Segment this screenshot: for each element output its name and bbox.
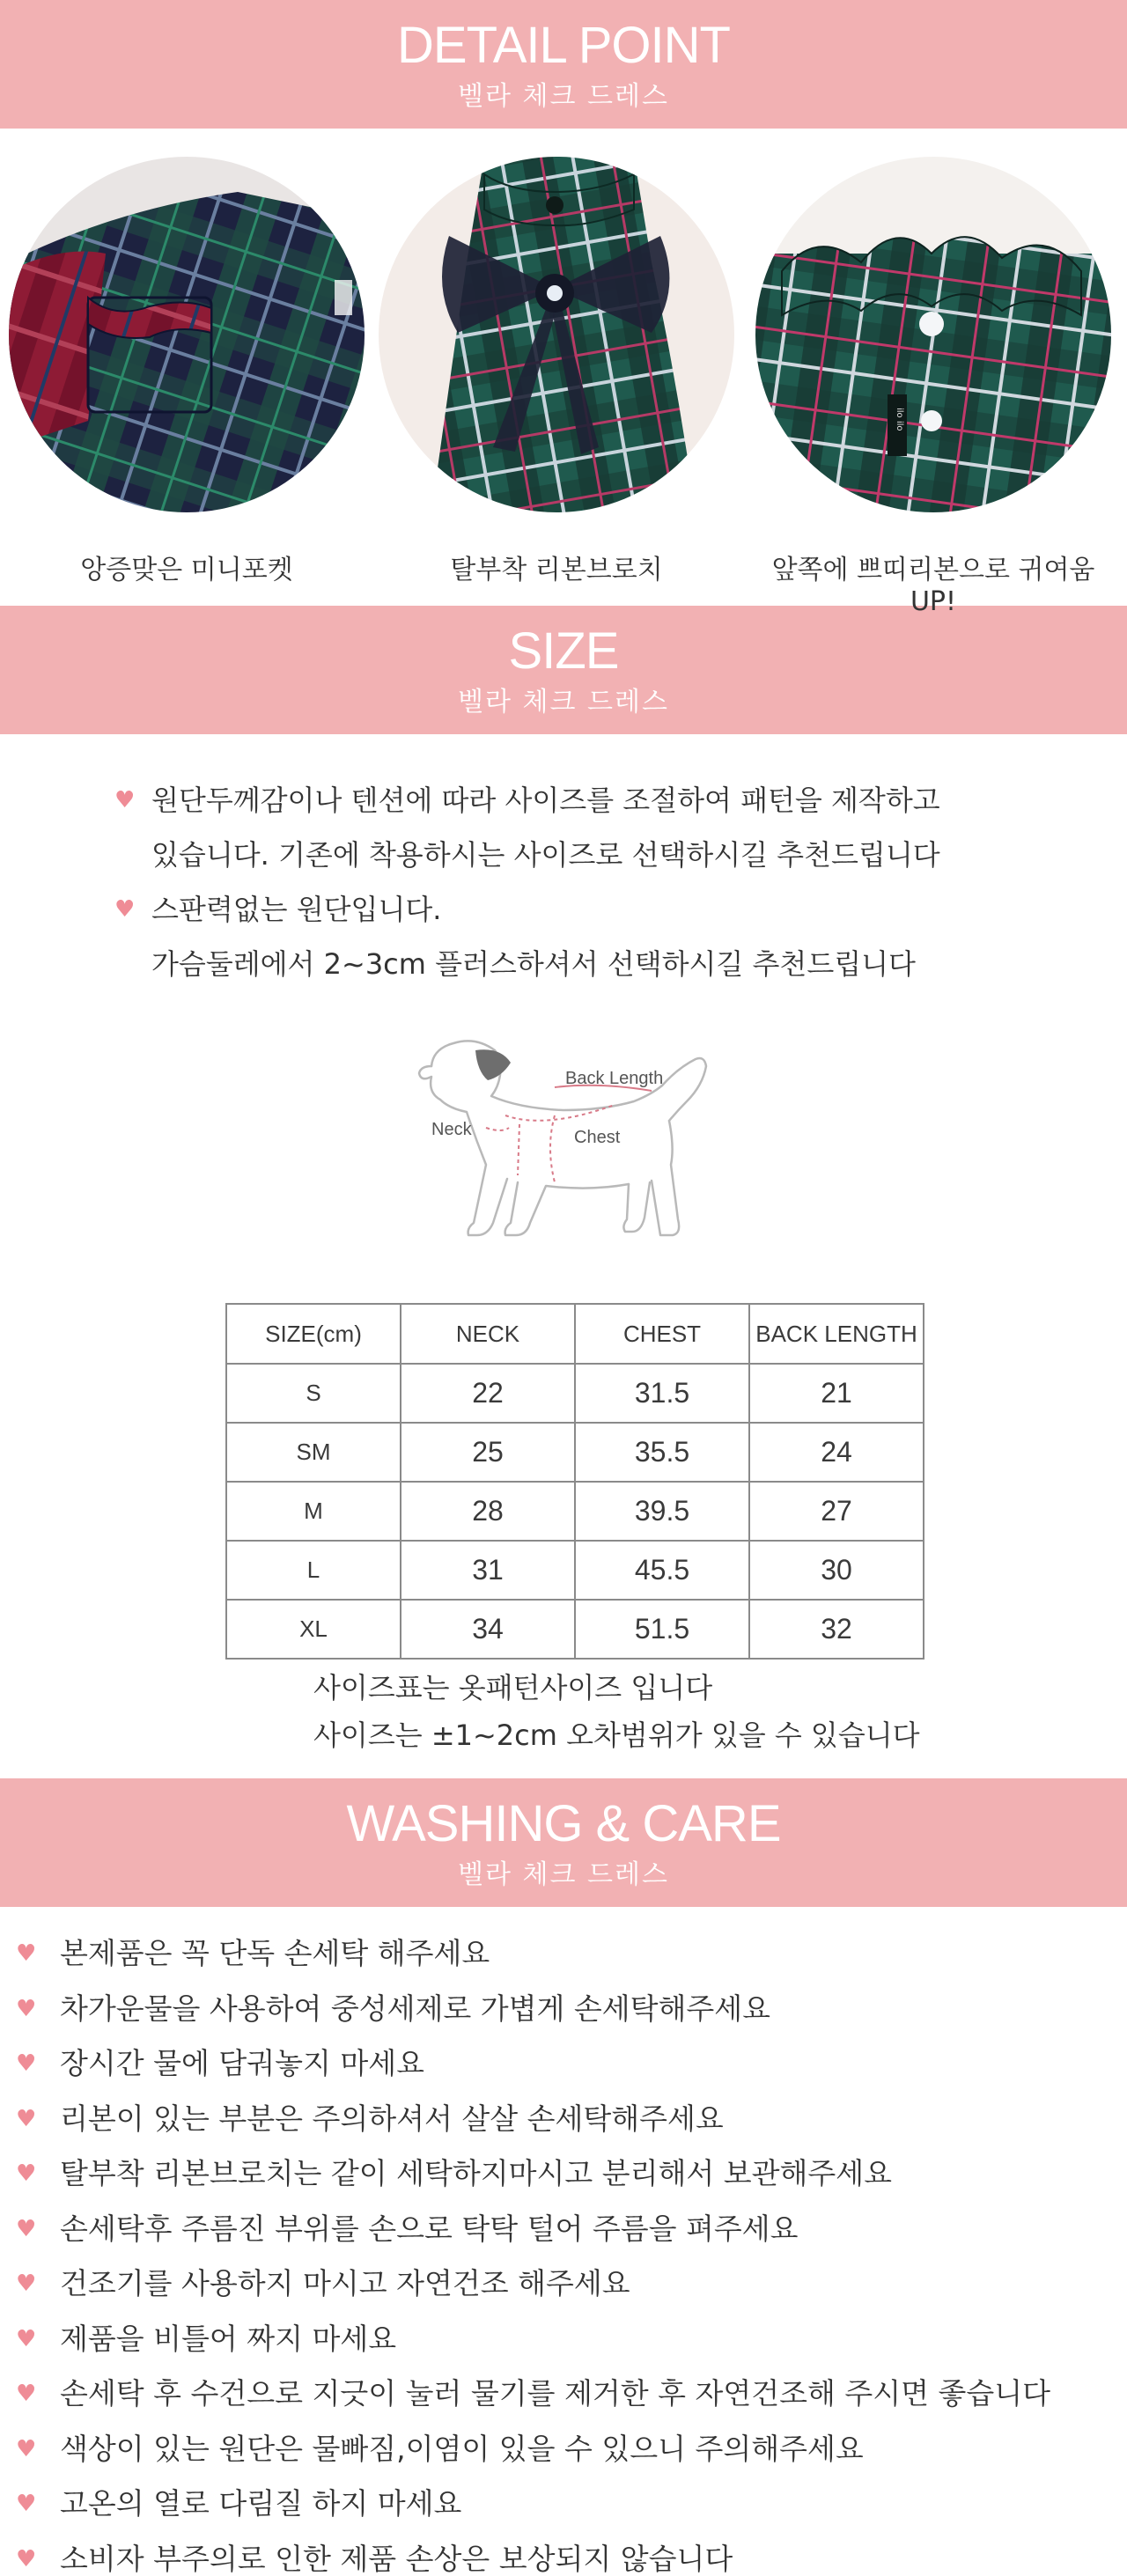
chest-label: Chest <box>574 1128 621 1147</box>
care-text: 건조기를 사용하지 마시고 자연건조 해주세요 <box>60 2266 630 2300</box>
heart-icon: ♥ <box>16 2325 37 2352</box>
cell-size: L <box>226 1541 401 1600</box>
cell-neck: 34 <box>401 1600 575 1659</box>
heart-icon: ♥ <box>16 2435 37 2462</box>
header-back-length: BACK LENGTH <box>749 1304 924 1364</box>
front-ribbons-photo <box>755 157 1111 512</box>
table-header-row <box>226 1304 924 1364</box>
heart-icon: ♥ <box>16 2545 37 2572</box>
cell-neck: 22 <box>401 1364 575 1423</box>
header-size: SIZE(cm) <box>226 1304 401 1364</box>
note-line <box>114 882 1127 937</box>
ribbon-photo <box>379 157 734 512</box>
heart-icon: ♥ <box>16 2050 37 2077</box>
table-note: 사이즈표는 옷패턴사이즈 입니다 <box>313 1671 713 1704</box>
note-line <box>114 773 1127 828</box>
care-text: 탈부착 리본브로치는 같이 세탁하지마시고 분리해서 보관해주세요 <box>60 2156 893 2190</box>
heart-icon: ♥ <box>114 896 136 923</box>
care-instructions <box>16 1926 1050 2576</box>
cell-back-length: 27 <box>749 1482 924 1541</box>
heart-icon: ♥ <box>16 1940 37 1967</box>
header-neck: NECK <box>401 1304 575 1364</box>
size-notes <box>0 734 1127 991</box>
detail-caption: 앙증맞은 미니포켓 <box>80 555 293 585</box>
heart-icon: ♥ <box>16 2160 37 2187</box>
note-text: 가슴둘레에서 2~3cm 플러스하셔서 선택하시길 추천드립니다 <box>151 947 916 981</box>
list-item <box>16 1982 1050 2037</box>
cell-size: SM <box>226 1423 401 1482</box>
back-length-label: Back Length <box>565 1069 664 1088</box>
cell-size: XL <box>226 1600 401 1659</box>
list-item <box>16 2092 1050 2147</box>
detail-item-ribbon <box>379 157 734 586</box>
neck-label: Neck <box>431 1120 472 1139</box>
size-subtitle: 벨라 체크 드레스 <box>458 687 669 718</box>
table-row <box>226 1423 924 1482</box>
list-item <box>16 2532 1050 2576</box>
table-note: 사이즈는 ±1~2cm 오차범위가 있을 수 있습니다 <box>313 1719 920 1752</box>
cell-back-length: 24 <box>749 1423 924 1482</box>
size-banner <box>0 606 1127 734</box>
cell-neck: 25 <box>401 1423 575 1482</box>
list-item <box>16 2422 1050 2477</box>
pocket-photo <box>9 157 365 512</box>
care-text: 차가운물을 사용하여 중성세제로 가볍게 손세탁해주세요 <box>60 1991 771 2026</box>
dog-measurement-diagram <box>414 1024 731 1270</box>
list-item <box>16 2312 1050 2367</box>
note-text: 원단두께감이나 텐션에 따라 사이즈를 조절하여 패턴을 제작하고 <box>151 784 940 817</box>
list-item <box>16 2477 1050 2532</box>
note-line <box>114 828 1127 882</box>
cell-size: M <box>226 1482 401 1541</box>
cell-back-length: 21 <box>749 1364 924 1423</box>
heart-icon: ♥ <box>16 2271 37 2297</box>
table-row <box>226 1364 924 1423</box>
care-text: 리본이 있는 부분은 주의하셔서 살살 손세탁해주세요 <box>60 2101 724 2136</box>
detail-item-front-ribbons <box>755 157 1111 617</box>
list-item <box>16 1926 1050 1982</box>
care-text: 소비자 부주의로 인한 제품 손상은 보상되지 않습니다 <box>60 2541 733 2576</box>
care-text: 장시간 물에 담궈놓지 마세요 <box>60 2046 425 2080</box>
cell-neck: 31 <box>401 1541 575 1600</box>
washing-care-subtitle: 벨라 체크 드레스 <box>458 1859 669 1890</box>
list-item <box>16 2202 1050 2257</box>
table-row <box>226 1600 924 1659</box>
cell-neck: 28 <box>401 1482 575 1541</box>
note-line <box>114 937 1127 991</box>
care-text: 본제품은 꼭 단독 손세탁 해주세요 <box>60 1936 490 1970</box>
table-row <box>226 1482 924 1541</box>
size-table <box>225 1303 924 1660</box>
heart-icon: ♥ <box>16 1995 37 2022</box>
table-row <box>226 1541 924 1600</box>
detail-point-subtitle: 벨라 체크 드레스 <box>458 81 669 112</box>
detail-caption: 앞쪽에 쁘띠리본으로 귀여움 UP! <box>771 555 1095 617</box>
cell-chest: 39.5 <box>575 1482 749 1541</box>
heart-icon: ♥ <box>16 2381 37 2407</box>
heart-icon: ♥ <box>114 787 136 813</box>
cell-chest: 45.5 <box>575 1541 749 1600</box>
list-item <box>16 2366 1050 2422</box>
cell-back-length: 32 <box>749 1600 924 1659</box>
size-title: SIZE <box>508 622 619 680</box>
list-item <box>16 2256 1050 2312</box>
detail-photos <box>0 129 1127 617</box>
note-text: 스판력없는 원단입니다. <box>151 893 442 926</box>
heart-icon: ♥ <box>16 2491 37 2517</box>
heart-icon: ♥ <box>16 2105 37 2132</box>
care-text: 손세탁후 주름진 부위를 손으로 탁탁 털어 주름을 펴주세요 <box>60 2211 799 2246</box>
detail-caption: 탈부착 리본브로치 <box>450 555 663 585</box>
care-text: 색상이 있는 원단은 물빠짐,이염이 있을 수 있으니 주의해주세요 <box>60 2431 864 2466</box>
detail-point-title: DETAIL POINT <box>397 17 730 74</box>
detail-point-banner <box>0 0 1127 129</box>
list-item <box>16 2146 1050 2202</box>
washing-care-banner <box>0 1778 1127 1907</box>
cell-size: S <box>226 1364 401 1423</box>
care-text: 고온의 열로 다림질 하지 마세요 <box>60 2486 462 2521</box>
list-item <box>16 2036 1050 2092</box>
care-text: 손세탁 후 수건으로 지긋이 눌러 물기를 제거한 후 자연건조해 주시면 좋습니다 <box>60 2376 1050 2410</box>
care-text: 제품을 비틀어 짜지 마세요 <box>60 2321 397 2356</box>
table-notes <box>313 1664 920 1759</box>
detail-item-pocket <box>9 157 365 586</box>
cell-chest: 35.5 <box>575 1423 749 1482</box>
heart-icon: ♥ <box>16 2215 37 2242</box>
note-text: 있습니다. 기존에 착용하시는 사이즈로 선택하시길 추천드립니다 <box>151 838 940 872</box>
washing-care-title: WASHING & CARE <box>346 1795 781 1852</box>
label-tag-text: ilo ilo <box>895 408 904 431</box>
cell-back-length: 30 <box>749 1541 924 1600</box>
cell-chest: 51.5 <box>575 1600 749 1659</box>
cell-chest: 31.5 <box>575 1364 749 1423</box>
header-chest: CHEST <box>575 1304 749 1364</box>
